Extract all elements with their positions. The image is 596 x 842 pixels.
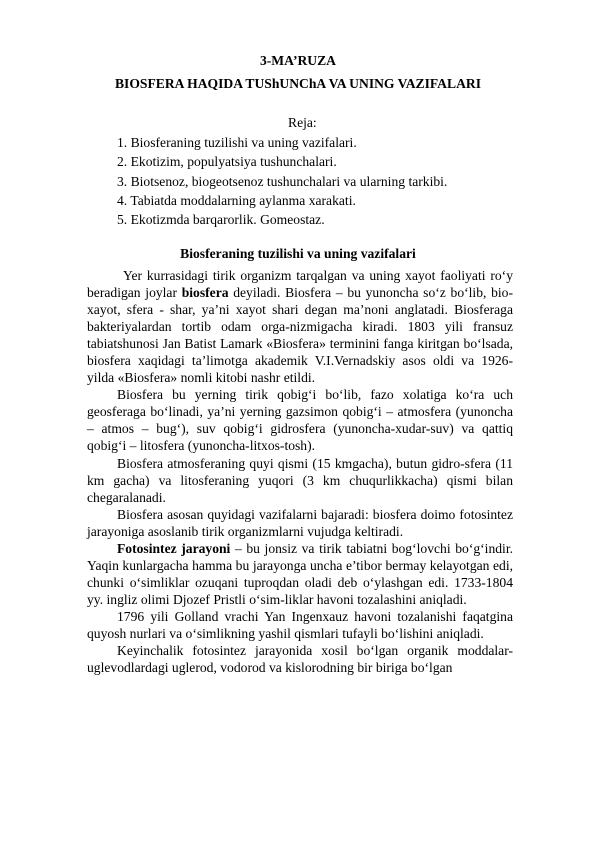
plan-label: Reja: [288,115,317,130]
paragraph: Keyinchalik fotosintez jarayonida xosil bo‘lgan organik moddalar-uglevodlardagi uglerod, vodorod va kislorodning bir biriga bo‘lgan [87,643,513,676]
section-heading: Biosferaning tuzilishi va uning vazifalari [180,246,416,261]
page-title: BIOSFERA HAQIDA TUShUNChA VA UNING VAZIFALARI [114,76,481,91]
lecture-number: 3-MA’RUZA [259,53,336,68]
plan-item: 5. Ekotizmda barqarorlik. Gomeostaz. [117,212,325,228]
plan-item: 2. Ekotizim, populyatsiya tushunchalari. [117,154,337,170]
plan-item: 3. Biotsenoz, biogeotsenoz tushunchalari va ularning tarkibi. [117,173,448,189]
paragraph-text: Yer kurrasidagi tirik organizm tarqalgan va uning xayot faoliyati ro‘y beradigan joylar [87,268,513,301]
paragraph-text: deyiladi. Biosfera – bu yunoncha so‘z bo‘lib, bio-xayot, sfera - shar, ya’ni xayot shari degan ma’noni anglatadi. Biosferaga bakteriyalardan tortib odam orga-nizmigacha kiradi. 1803 yili fransuz tabiatshunosi Jan Batist Lamark «Biosfera» terminini fanga kiritgan bo‘lsada, biosfera xaqidagi ta’limotga akademik V.I.Vernadskiy asos oldi va 1926- yilda «Biosfera» nomli kitobi nashr etildi. [87,285,513,386]
body-text [87,267,513,676]
paragraph: 1796 yili Golland vrachi Yan Ingenxauz havoni tozalanishi faqatgina quyosh nurlari va o‘simlikning yashil qismlari tufayli bo‘lishini aniqladi. [87,608,513,641]
paragraph [87,540,513,608]
plan-list [117,133,447,229]
paragraph: Biosfera atmosferaning quyi qismi (15 kmgacha), butun gidro-sfera (11 km gacha) va litosferaning yuqori (3 km chuqurlikkacha) qismi bilan chegaralanadi. [87,455,513,505]
paragraph: Biosfera bu yerning tirik qobig‘i bo‘lib, fazo xolatiga ko‘ra uch geosferaga bo‘linadi, ya’ni yerning gazsimon qobig‘i – atmosfera (yunoncha – atmos – bug‘), suv qobig‘i gidrosfera (yunoncha-xudar-suv) va qattiq qobig‘i – litosfera (yunoncha-litxos-tosh). [87,387,513,454]
term-fotosintez: Fotosintez jarayoni [117,540,231,556]
paragraph [87,267,513,386]
plan-item: 4. Tabiatda moddalarning aylanma xarakati. [117,192,356,208]
term-biosfera: biosfera [181,285,229,301]
paragraph: Biosfera asosan quyidagi vazifalarni bajaradi: biosfera doimo fotosintez jarayoniga asoslanib tirik organizmlarni vujudga keltiradi. [87,506,513,539]
plan-item: 1. Biosferaning tuzilishi va uning vazifalari. [117,135,357,150]
paragraph-text: – bu jonsiz va tirik tabiatni bog‘lovchi bo‘g‘indir. Yaqin kunlargacha hamma bu jarayonga uncha e’tibor bermay kelayotgan edi, chunki o‘simliklar ozuqani tuproqdan oladi deb o‘ylashgan edi. 1733-1804 yy. ingliz olimi Djozef Pristli o‘sim-liklar havoni tozalashini aniqladi. [87,540,513,607]
